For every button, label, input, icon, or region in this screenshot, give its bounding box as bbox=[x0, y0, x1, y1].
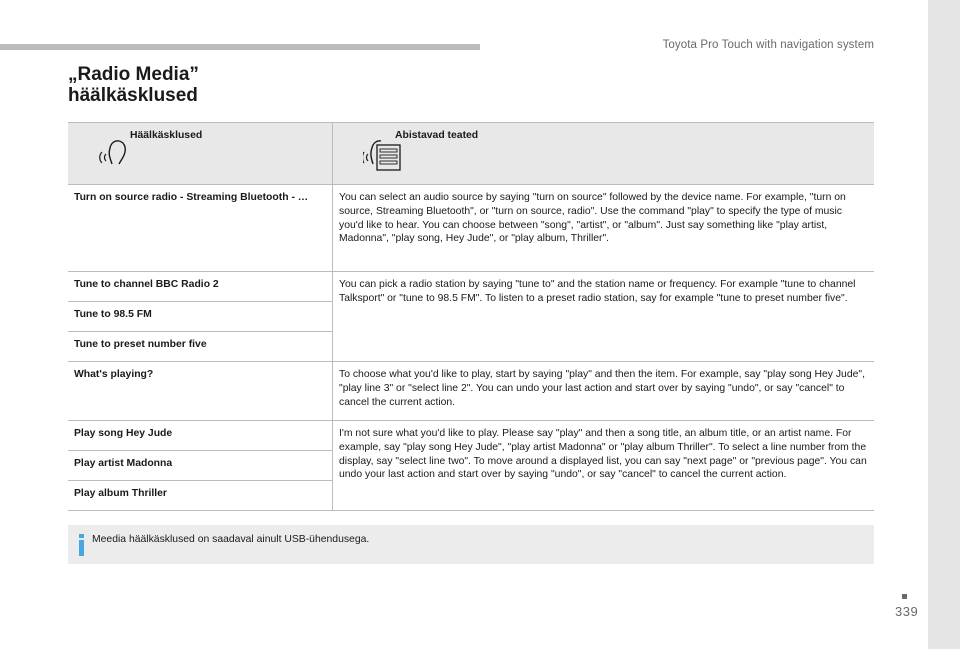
command-cell: Turn on source radio - Streaming Bluetooth - … bbox=[68, 185, 333, 272]
command-cell: What's playing? bbox=[68, 362, 333, 421]
page-marker bbox=[902, 594, 907, 599]
table-row bbox=[68, 272, 874, 302]
side-margin-strip bbox=[928, 0, 960, 649]
command-cell: Tune to channel BBC Radio 2 bbox=[68, 272, 333, 302]
table-row bbox=[68, 185, 874, 272]
top-rule bbox=[0, 44, 480, 50]
page-number: 339 bbox=[895, 604, 919, 619]
help-cell: I'm not sure what you'd like to play. Please say "play" and then a song title, an album title, or an artist name. For example, say "play song Hey Jude", "play artist Madonna" or "play album Thriller". To select a line number from the display, say "select line two". To move around a displayed list, you can say "next page" or "previous page". You can undo your last action and start over by saying "undo", or say "cancel" to cancel the current action. bbox=[333, 421, 875, 511]
table-header-help bbox=[333, 123, 875, 185]
page-title-line1: „Radio Media” bbox=[68, 64, 199, 85]
command-cell: Tune to preset number five bbox=[68, 332, 333, 362]
info-note-box bbox=[68, 525, 874, 564]
commands-header-label: Häälkäsklused bbox=[130, 130, 203, 141]
help-header-label: Abistavad teated bbox=[395, 130, 479, 141]
page-title-line2: häälkäsklused bbox=[68, 85, 198, 106]
help-cell: To choose what you'd like to play, start by saying "play" and then the item. For example, say "play song Hey Jude", "play line 3" or "select line 2". You can undo your last action and start over by saying "undo", or say "cancel" to cancel the current action. bbox=[333, 362, 875, 421]
command-cell: Play album Thriller bbox=[68, 481, 333, 511]
table-row bbox=[68, 362, 874, 421]
voice-commands-table bbox=[68, 122, 874, 511]
table-row bbox=[68, 421, 874, 451]
table-header-row bbox=[68, 123, 874, 185]
command-cell: Play song Hey Jude bbox=[68, 421, 333, 451]
help-cell: You can select an audio source by saying "turn on source" followed by the device name. For example, "turn on source, Streaming Bluetooth", or "turn on source, radio". Use the command "play" to specify the type of music you'd like to hear. You can choose between "song", "artist", or "album". Just say something like "play artist, Madonna", "play song, Hey Jude", or "play album, Thriller". bbox=[333, 185, 875, 272]
command-cell: Tune to 98.5 FM bbox=[68, 302, 333, 332]
hand-voice-icon bbox=[98, 134, 128, 168]
table-header-commands bbox=[68, 123, 333, 185]
page-title bbox=[68, 64, 199, 106]
command-cell: Play artist Madonna bbox=[68, 451, 333, 481]
info-icon bbox=[78, 534, 86, 556]
help-cell: You can pick a radio station by saying "tune to" and the station name or frequency. For example "tune to channel Talksport" or "tune to 98.5 FM". To listen to a preset radio station, say for example "tune to preset number five". bbox=[333, 272, 875, 362]
running-header: Toyota Pro Touch with navigation system bbox=[662, 39, 874, 51]
info-note-text: Meedia häälkäsklused on saadaval ainult USB-ühendusega. bbox=[92, 534, 370, 545]
